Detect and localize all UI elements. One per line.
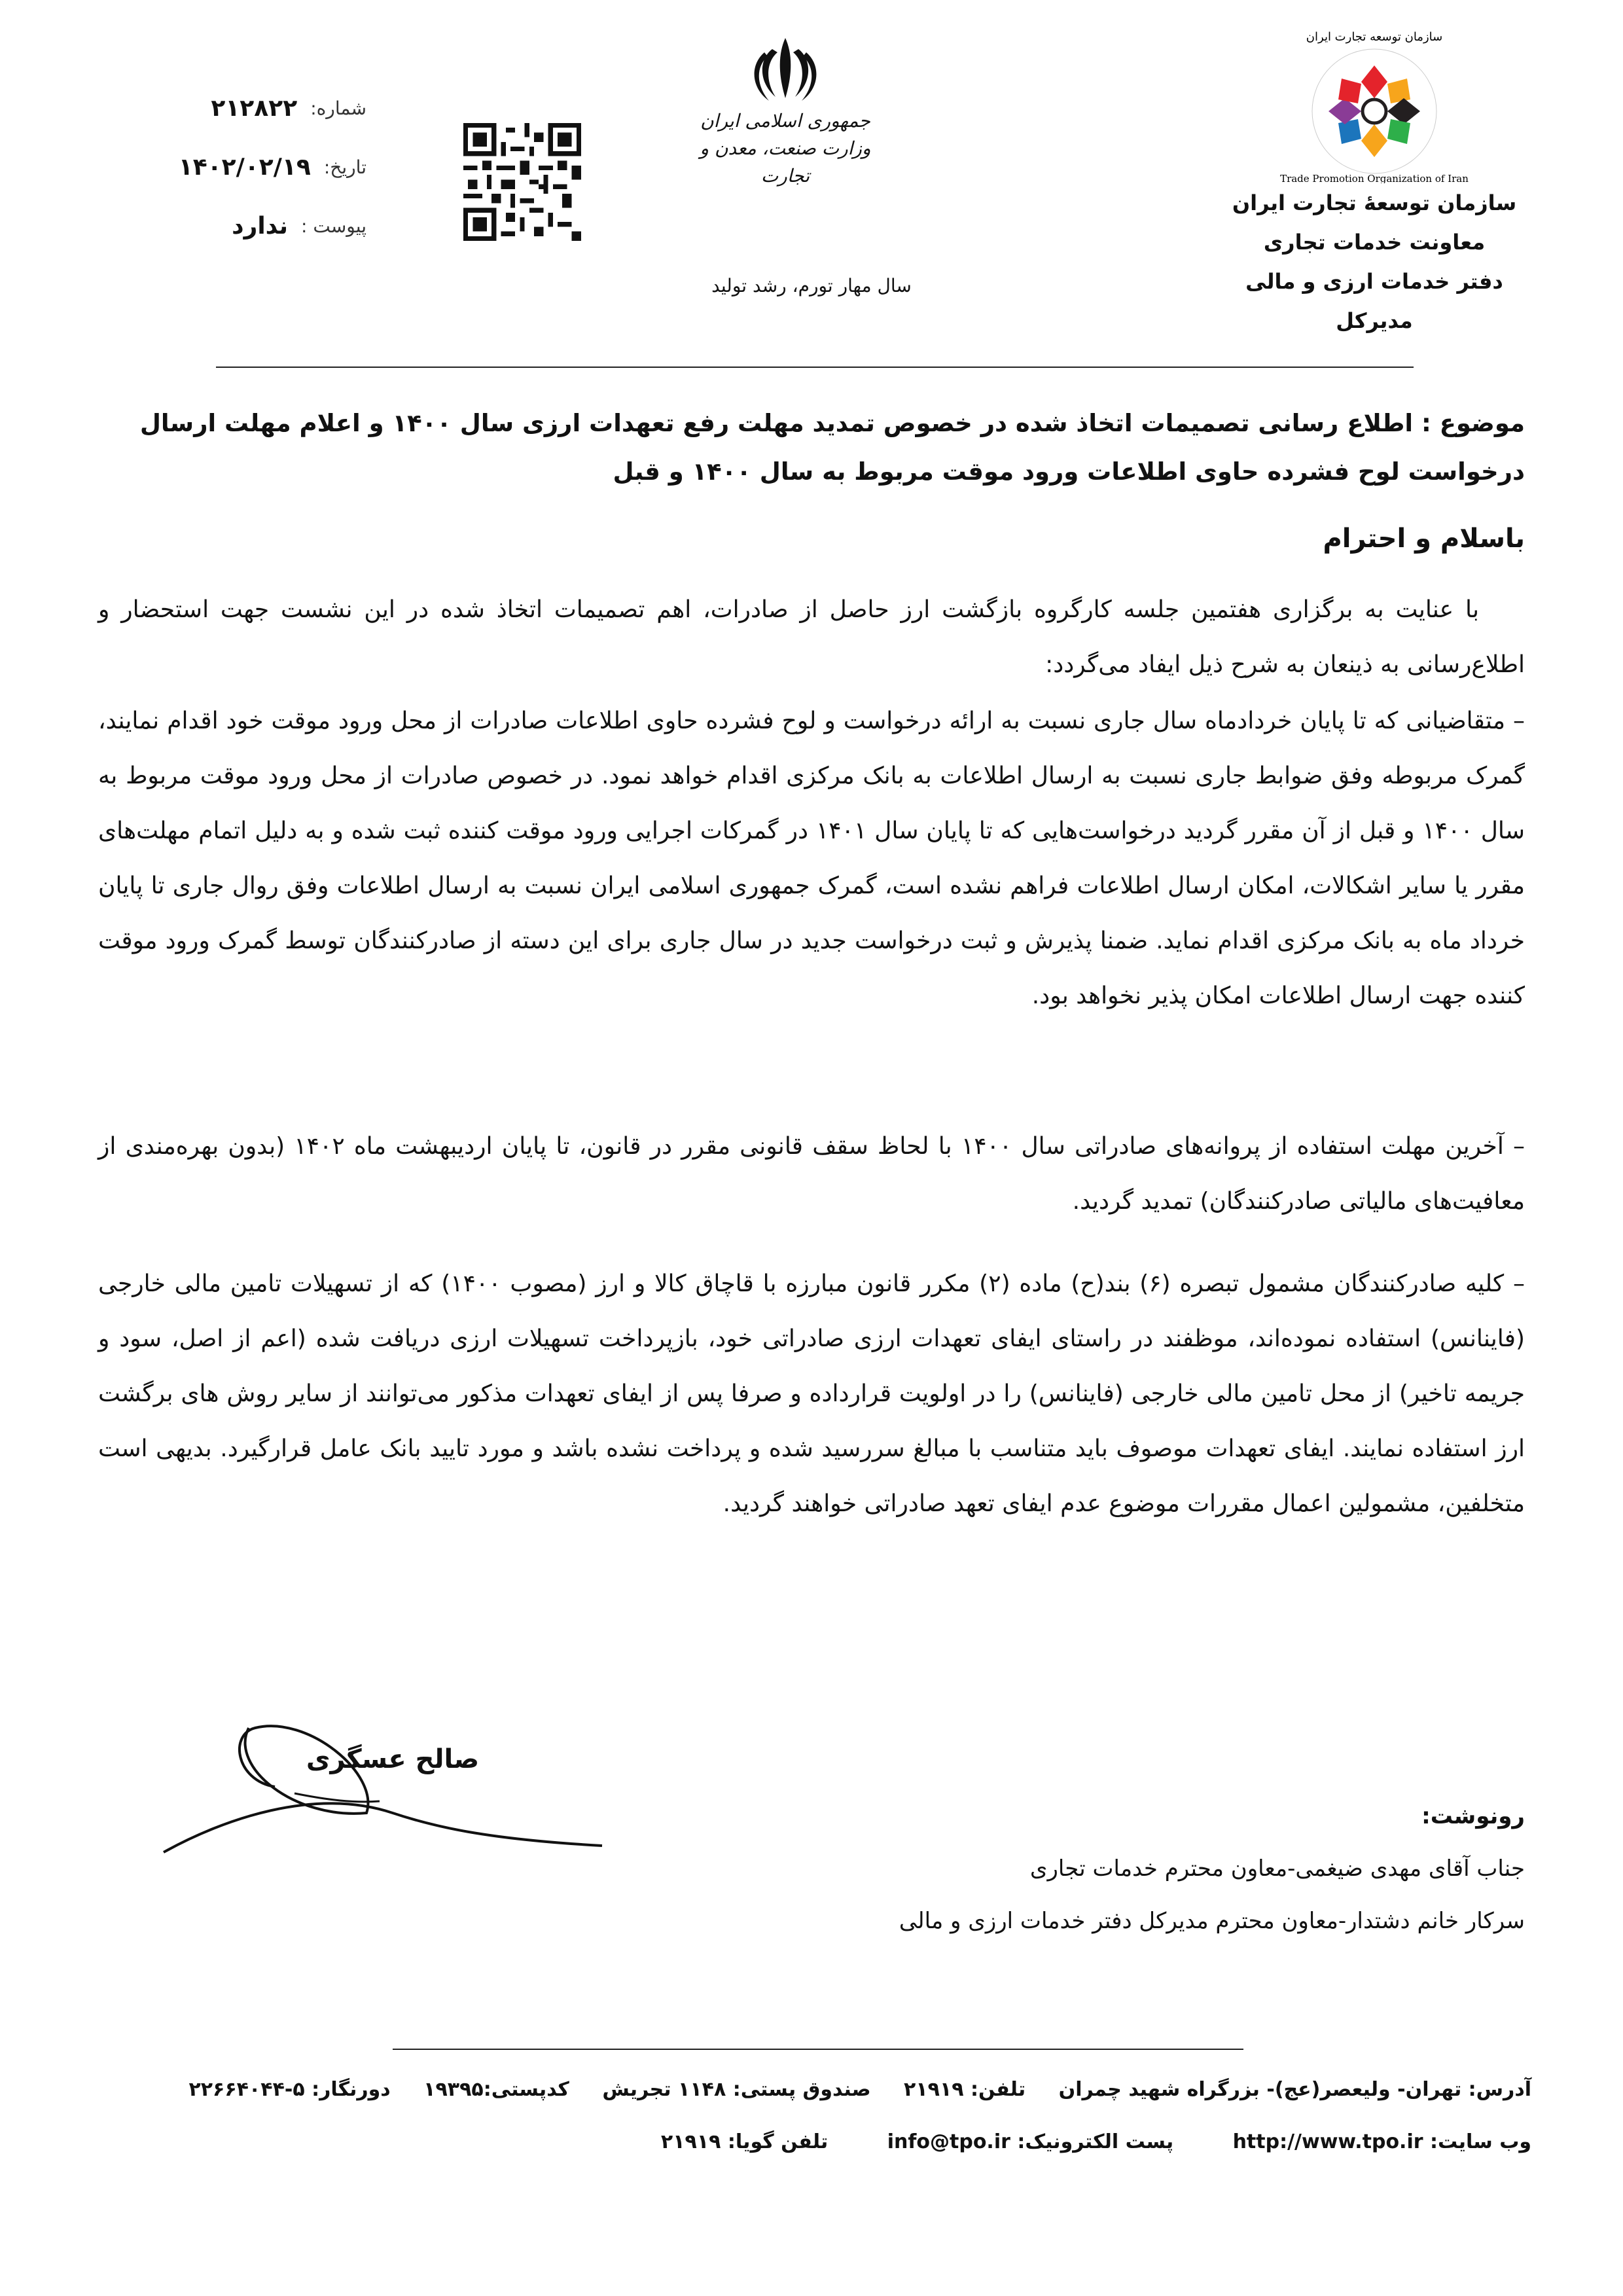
org-name: سازمان توسعهٔ تجارت ایران [1232, 190, 1517, 215]
signer-name: صالح عسگری [306, 1744, 480, 1774]
cc-title: رونوشت: [1421, 1803, 1525, 1829]
year-slogan: سال مهار تورم، رشد تولید [711, 275, 912, 296]
org-deputy: معاونت خدمات تجاری [1263, 230, 1486, 255]
number-value: ۲۱۲۸۲۲ [211, 94, 298, 122]
footer-website[interactable]: وب سایت: http://www.tpo.ir [1232, 2130, 1531, 2153]
item-1-paragraph: – متقاضیانی که تا پایان خردادماه سال جاری نسبت به ارائه درخواست و لوح فشرده حاوی اطلاعات صادرات از محل ورود موقت خود اقدام نمایند، گمرک مربوطه وفق ضوابط جاری نسبت به ارسال اطلاعات به بانک مرکزی اقدام خواهد نمود. در خصوص صادرات از محل ورود موقت مربوط به سال ۱۴۰۰ و قبل از آن مقرر گردید درخواست‌هایی که تا پایان سال ۱۴۰۱ در گمرکات اجرایی ورود موقت کننده ثبت شده و به دلیل اتمام مهلت‌های مقرر یا سایر اشکالات، امکان ارسال اطلاعات فراهم نشده است، گمرک جمهوری اسلامی ایران نسبت به ارسال اطلاعات وفق روال جاری تا پایان خرداد ماه به بانک مرکزی اقدام نماید. ضمنا پذیرش و ثبت درخواست جدید در سال جاری برای این دسته از صادرکنندگان توسط گمرک ورود موقت کننده جهت ارسال اطلاعات امکان پذیر نخواهد بود. [98, 708, 1525, 1009]
intro-paragraph: با عنایت به برگزاری هفتمین جلسه کارگروه بازگشت ارز حاصل از صادرات، اهم تصمیمات اتخاذ شده در این نشست جهت استحضار و اطلاع‌رسانی به ذینعان به شرح ذیل ایفاد می‌گردد: [98, 596, 1525, 678]
date-value: ۱۴۰۲/۰۲/۱۹ [178, 153, 311, 181]
footer-email[interactable]: پست الکترونیک: info@tpo.ir [887, 2130, 1174, 2153]
org-director: مدیرکل [1336, 308, 1413, 333]
cc-recipient-1: جناب آقای مهدی ضیغمی-معاون محترم خدمات تجاری [1029, 1856, 1525, 1882]
footer-address: آدرس: تهران- ولیعصر(عج)- بزرگراه شهید چمران [1058, 2078, 1531, 2101]
logo-fa-text: سازمان توسعه تجارت ایران [1306, 30, 1443, 44]
footer-phone: تلفن: ۲۱۹۱۹ [904, 2078, 1026, 2101]
iran-emblem-icon [746, 33, 825, 105]
footer-web-line [92, 2130, 1531, 2153]
greeting: باسلام و احترام [1323, 524, 1525, 554]
organization-header [1224, 26, 1525, 340]
footer-voice-phone: تلفن گویا: ۲۱۹۱۹ [660, 2130, 829, 2153]
item-3-paragraph: – کلیه صادرکنندگان مشمول تبصره (۶) بند(ح) ماده (۲) مکرر قانون مبارزه با قاچاق کالا و ارز (مصوب ۱۴۰۰) که از تسهیلات تامین مالی خارجی (فاینانس) استفاده نموده‌اند، موظفند در راستای ایفای تعهدات ارزی صادراتی خود، بازپرداخت تسهیلات ارزی دریافت شده (اعم از اصل، سود و جریمه تاخیر) از محل تامین مالی خارجی (فاینانس) را در اولویت قرارداده و صرفا پس از ایفای تعهدات مذکور می‌توانند از سایر روش های برگشت ارز استفاده نمایند. ایفای تعهدات موصوف باید متناسب با مبالغ سررسید شده و پرداخت نشده باشد و مورد تایید بانک عامل قرارگیرد. بدیهی است متخلفین، مشمولین اعمال مقررات موضوع عدم ایفای تعهد صادراتی خواهند گردید. [98, 1270, 1525, 1517]
subject-line: موضوع : اطلاع رسانی تصمیمات اتخاذ شده در خصوص تمدید مهلت رفع تعهدات ارزی سال ۱۴۰۰ و اعلام مهلت ارسال درخواست لوح فشرده حاوی اطلاعات ورود موقت مربوط به سال ۱۴۰۰ و قبل [139, 409, 1525, 486]
item-2-paragraph: – آخرین مهلت استفاده از پروانه‌های صادراتی سال ۱۴۰۰ با لحاظ سقف قانونی مقرر در قانون، تا پایان اردیبهشت ماه ۱۴۰۲ (بدون بهره‌مندی از معافیت‌های مالیاتی صادرکنندگان) تمدید گردید. [98, 1133, 1525, 1215]
attachment-row [131, 196, 366, 255]
date-row [131, 137, 366, 196]
gov-ministry: وزارت صنعت، معدن و تجارت [700, 137, 871, 187]
footer-contact-line [92, 2078, 1531, 2101]
footer-postal-code: کدپستی:۱۹۳۹۵ [423, 2078, 569, 2101]
logo-en-text: Trade Promotion Organization of Iran [1280, 173, 1469, 183]
number-row [131, 79, 366, 137]
gov-republic: جمهوری اسلامی ایران [700, 110, 870, 132]
handwritten-signature [144, 1689, 615, 1872]
header-divider [216, 367, 1414, 368]
date-label: تاریخ: [323, 156, 366, 178]
footer-pobox: صندوق پستی: ۱۱۴۸ تجریش [602, 2078, 871, 2101]
footer-fax: دورنگار: ۵-۲۲۶۶۴۰۴۴ [188, 2078, 391, 2101]
tpo-logo [1276, 26, 1472, 183]
footer-divider [393, 2049, 1243, 2050]
letter-meta [131, 79, 366, 255]
qr-code-icon [463, 123, 581, 241]
cc-recipient-2: سرکار خانم دشتدار-معاون محترم مدیرکل دفتر خدمات ارزی و مالی [899, 1908, 1525, 1934]
number-label: شماره: [310, 97, 366, 119]
attachment-value: ندارد [232, 212, 288, 240]
org-office: دفتر خدمات ارزی و مالی [1245, 269, 1503, 294]
attachment-label: پیوست : [301, 215, 366, 237]
government-header [687, 33, 883, 190]
